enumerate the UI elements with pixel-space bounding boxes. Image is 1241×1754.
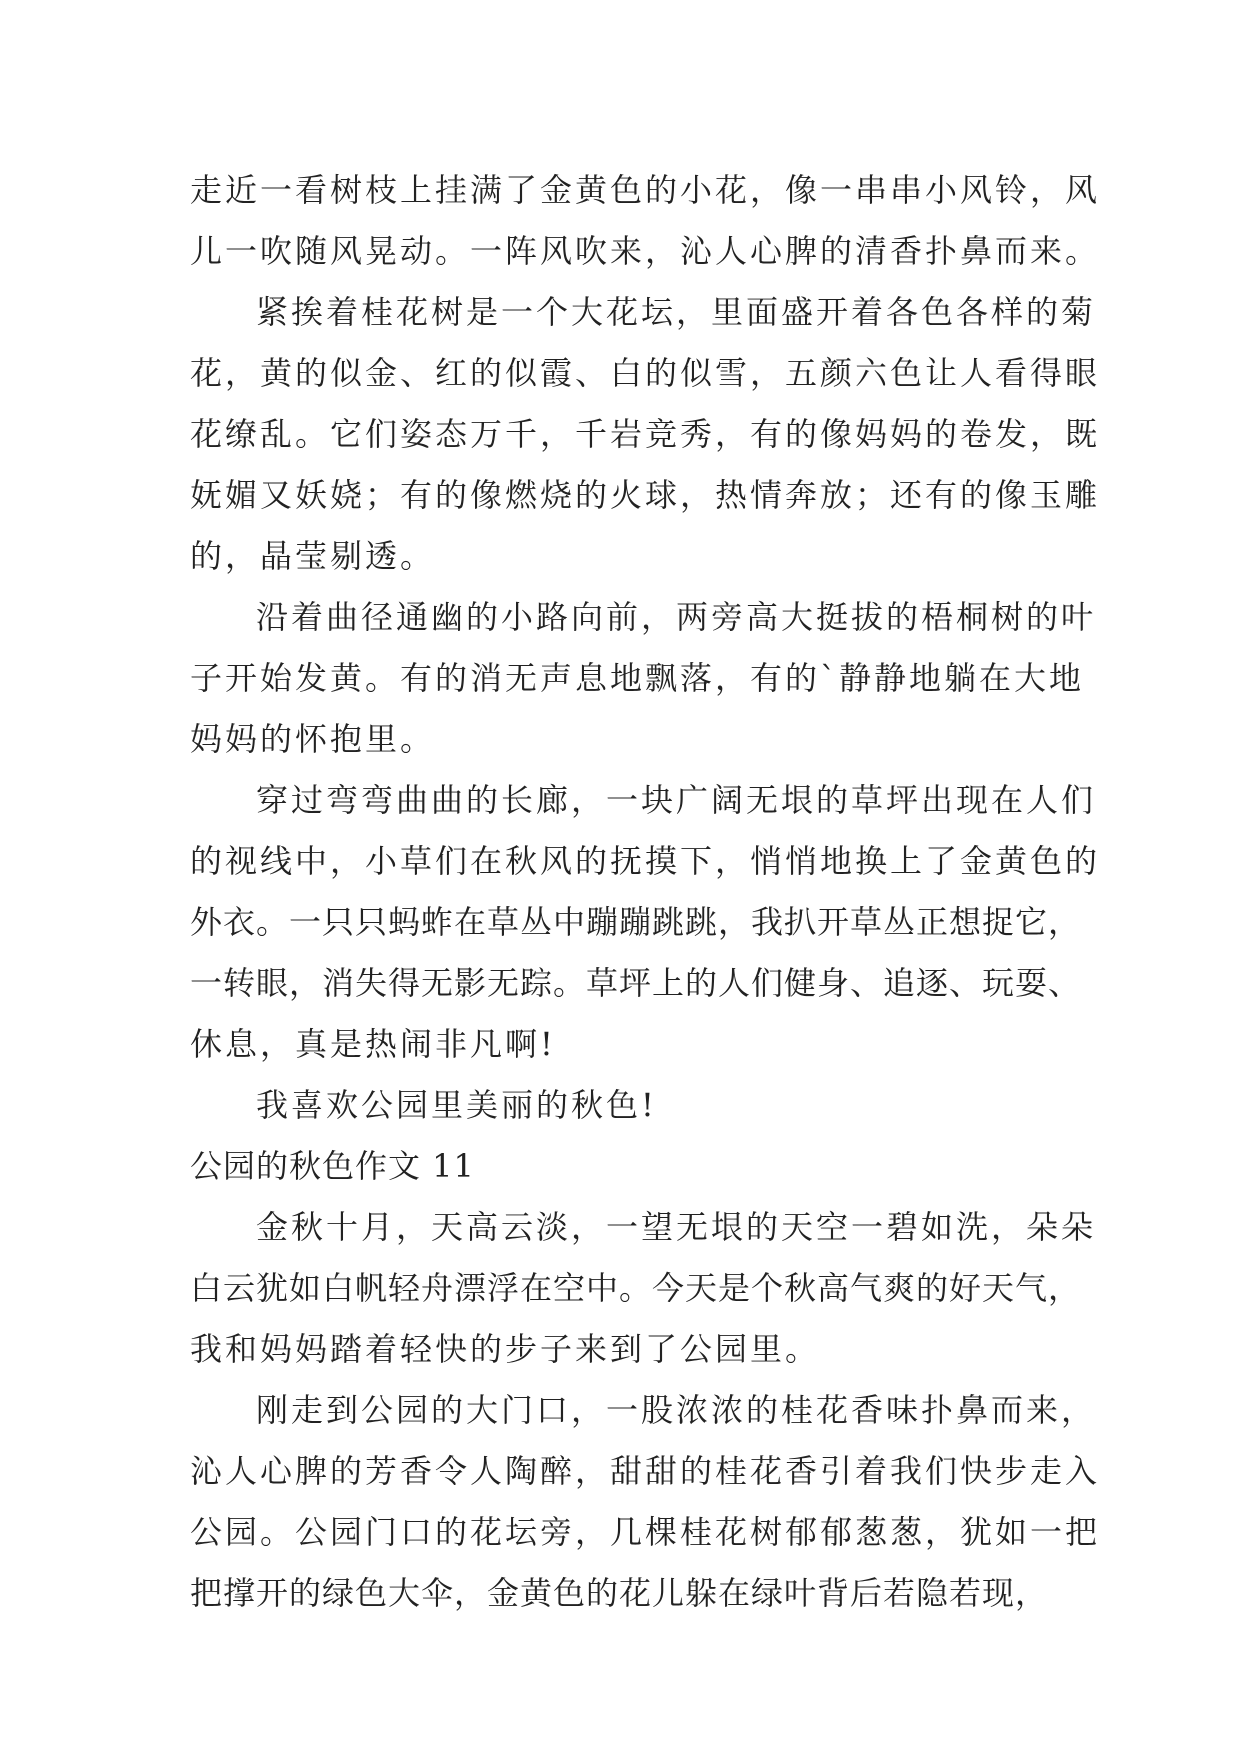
text-line: 花缭乱。它们姿态万千，千岩竞秀，有的像妈妈的卷发，既	[190, 415, 1101, 453]
text-line: 的，晶莹剔透。	[190, 537, 436, 575]
paragraph	[190, 282, 1101, 587]
text-line: 一转眼，消失得无影无踪。草坪上的人们健身、追逐、玩耍、	[190, 964, 1082, 1002]
text-line: 沿着曲径通幽的小路向前，两旁高大挺拔的梧桐树的叶	[256, 598, 1097, 636]
paragraph	[190, 1380, 1101, 1624]
text-line: 金秋十月，天高云淡，一望无垠的天空一碧如洗，朵朵	[256, 1208, 1097, 1246]
text-line: 公园。公园门口的花坛旁，几棵桂花树郁郁葱葱，犹如一把	[190, 1513, 1101, 1551]
paragraph	[190, 587, 1097, 770]
text-line: 穿过弯弯曲曲的长廊，一块广阔无垠的草坪出现在人们	[256, 781, 1097, 819]
section-heading	[190, 1136, 1070, 1197]
text-line: 沁人心脾的芳香令人陶醉，甜甜的桂花香引着我们快步走入	[190, 1452, 1101, 1490]
text-line: 我和妈妈踏着轻快的步子来到了公园里。	[190, 1330, 821, 1368]
paragraph	[190, 1075, 1070, 1136]
paragraph	[190, 1197, 1097, 1380]
text-line: 儿一吹随风晃动。一阵风吹来，沁人心脾的清香扑鼻而来。	[190, 232, 1101, 270]
text-line: 的视线中，小草们在秋风的抚摸下，悄悄地换上了金黄色的	[190, 842, 1101, 880]
text-line: 妈妈的怀抱里。	[190, 720, 436, 758]
text-line: 外衣。一只只蚂蚱在草丛中蹦蹦跳跳，我扒开草丛正想捉它，	[190, 903, 1082, 941]
text-line: 走近一看树枝上挂满了金黄色的小花，像一串串小风铃，风	[190, 171, 1101, 209]
text-line: 紧挨着桂花树是一个大花坛，里面盛开着各色各样的菊	[256, 293, 1097, 331]
text-line: 花，黄的似金、红的似霞、白的似雪，五颜六色让人看得眼	[190, 354, 1101, 392]
text-line: 子开始发黄。有的消无声息地飘落，有的`静静地躺在大地	[190, 659, 1085, 697]
heading-text: 公园的秋色作文 11	[190, 1147, 475, 1185]
document-body	[190, 160, 1101, 1624]
text-line: 妩媚又妖娆；有的像燃烧的火球，热情奔放；还有的像玉雕	[190, 476, 1101, 514]
text-line: 我喜欢公园里美丽的秋色!	[256, 1086, 657, 1124]
text-line: 把撑开的绿色大伞，金黄色的花儿躲在绿叶背后若隐若现，	[190, 1574, 1049, 1612]
paragraph	[190, 770, 1101, 1075]
text-line: 白云犹如白帆轻舟漂浮在空中。今天是个秋高气爽的好天气，	[190, 1269, 1082, 1307]
text-line: 休息，真是热闹非凡啊!	[190, 1025, 556, 1063]
paragraph	[190, 160, 1101, 282]
text-line: 刚走到公园的大门口，一股浓浓的桂花香味扑鼻而来，	[256, 1391, 1097, 1429]
